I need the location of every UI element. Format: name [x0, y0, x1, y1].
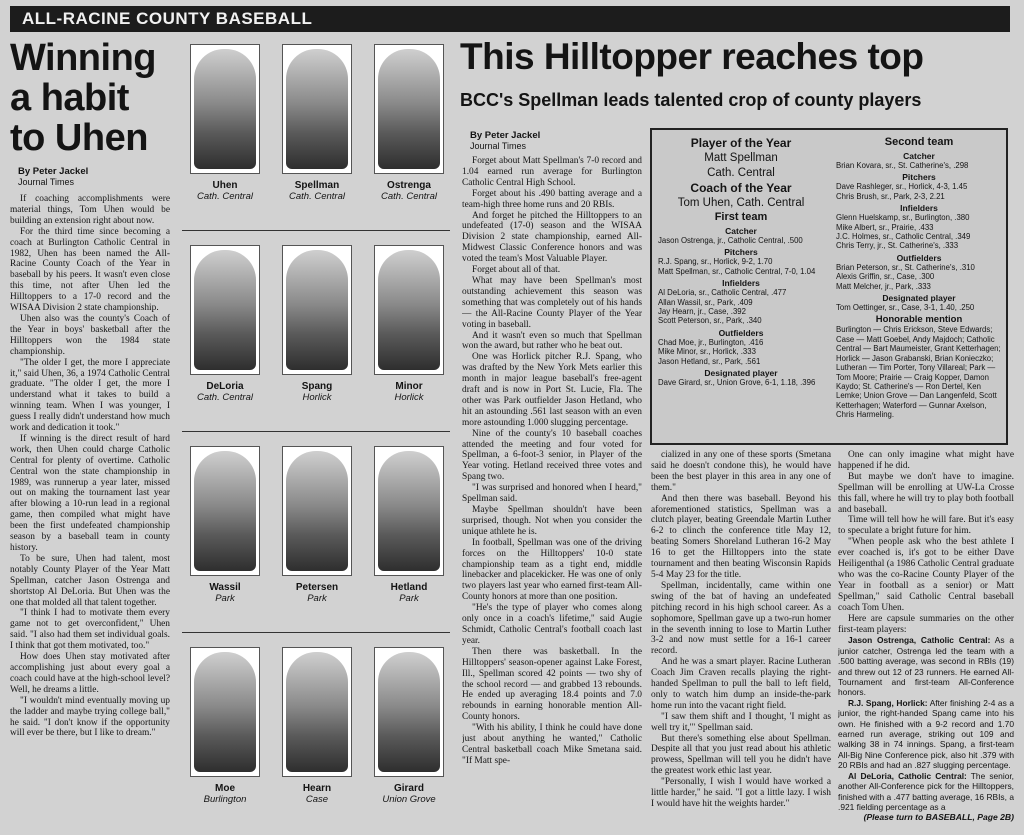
- player-photo-card: [272, 647, 362, 805]
- left-story-column: [10, 194, 170, 830]
- left-headline: Winning a habit to Uhen: [10, 37, 156, 159]
- player-photo-card: [180, 647, 270, 805]
- story-column-2: [651, 450, 831, 830]
- box-heading: First team: [714, 211, 768, 223]
- story-column-3: [838, 450, 1014, 830]
- box-heading: Outfielders: [718, 327, 764, 338]
- player-photo-card: [364, 44, 454, 202]
- player-team: Horlick: [302, 392, 332, 403]
- box-heading: Pitchers: [724, 247, 758, 258]
- player-photo-card: [364, 647, 454, 805]
- player-name: Petersen: [295, 582, 339, 593]
- player-name: Spellman: [294, 180, 340, 191]
- player-photo-card: [364, 245, 454, 403]
- player-photo: [190, 44, 260, 174]
- capsule-lead: Al DeLoria, Catholic Central:: [848, 770, 967, 781]
- story-paragraph: And forget he pitched the Hilltoppers to an undefeated (17-0) season and the WISAA Division 2 state championship, earned All-Midwest Classic Conference honors and was voted the team's Most Valuable Player.: [462, 210, 642, 265]
- team-entry: Alexis Griffin, sr., Case, .300: [836, 272, 935, 282]
- story-paragraph: cialized in any one of these sports (Smetana said he doesn't condone this), he would have been the best player in this area in any one of them.": [651, 450, 831, 493]
- team-entry: Dave Girard, sr., Union Grove, 6-1, 1.18, .396: [658, 378, 816, 388]
- player-photo-card: [272, 245, 362, 403]
- player-photo-card: [180, 245, 270, 403]
- team-entry: Jason Hetland, sr., Park, .561: [658, 356, 761, 366]
- player-name: Wassil: [209, 582, 241, 593]
- player-photo-card: [272, 446, 362, 604]
- capsule-paragraph: Jason Ostrenga, Catholic Central: As a junior catcher, Ostrenga led the team with a .500 batting average, was second in RBIs (19) and threw out 12 of 23 runners. He earned All-Tournament and first-team All-Conference honors.: [838, 635, 1014, 698]
- player-photo: [190, 245, 260, 375]
- team-entry: Chris Brush, sr., Park, 2-3, 2.21: [836, 191, 945, 201]
- story-paragraph: To be sure, Uhen had talent, most notably County Player of the Year Matt Spellman, catcher Jason Ostrenga and shortstop Al DeLoria. But Uhen was the one that molded all that talent together.: [10, 553, 170, 608]
- story-paragraph: "When people ask who the best athlete I ever coached is, it's got to be either Dave Heiligenthal (a 1986 Catholic Central graduate who was the co-Racine County Player of the Year in football as a senior) or Matt Spellman," said Catholic Central baseball coach Tom Uhen.: [838, 537, 1014, 613]
- player-photo-card: [180, 446, 270, 604]
- main-byline: By Peter Jackel Journal Times: [470, 130, 541, 151]
- team-entry: Mike Albert, sr., Prairie, .433: [836, 222, 934, 232]
- continued-line: (Please turn to BASEBALL, Page 2B): [863, 812, 1014, 823]
- player-team: Case: [305, 794, 329, 805]
- story-paragraph: Spellman, incidentally, came within one swing of the bat of having an undefeated pitching record in his high school career. As a sophomore, Spellman gave up a two-run homer in the seventh inning to lose to Martin Luther 3-2 and now must settle for a 16-1 career record.: [651, 580, 831, 657]
- player-team: Union Grove: [382, 794, 436, 805]
- story-paragraph: "I saw them shift and I thought, 'I might as well try it,'" Spellman said.: [651, 711, 831, 733]
- box-heading: Designated player: [704, 368, 778, 379]
- player-portrait-image: [194, 250, 256, 370]
- player-name: Spang: [301, 381, 333, 392]
- player-photo: [374, 245, 444, 375]
- story-paragraph: In football, Spellman was one of the driving forces on the Hilltoppers' 10-0 state championship team as a tight end, middle linebacker and placekicker. He was one of only two players last year who earned first-team All-County honors at more than one position.: [462, 537, 642, 603]
- team-entry: Mike Minor, sr., Horlick, .333: [658, 347, 756, 357]
- player-portrait-image: [286, 652, 348, 772]
- story-paragraph: But maybe we don't have to imagine. Spellman will be enrolling at UW-La Crosse this fall, where he will try to play both football and baseball.: [838, 471, 1014, 515]
- story-paragraph: "The older I get, the more I appreciate it," said Uhen, 36, a 1974 Catholic Central graduate. "The older I get, the more I understand what it takes to build a winning team. When I was younger, I guess I really didn't understand how much work and dedication it took.": [10, 357, 170, 434]
- player-name: Minor: [395, 381, 423, 392]
- team-entry: J.C. Holmes, sr., Catholic Central, .349: [836, 232, 971, 242]
- player-portrait-image: [378, 451, 440, 571]
- story-paragraph: "I wouldn't mind eventually moving up the ladder and maybe trying college ball," he said. "I don't know if the opportunity will ever be there, but I like to dream.": [10, 695, 170, 739]
- story-paragraph: And it wasn't even so much that Spellman won the award, but rather who he beat out.: [462, 330, 642, 352]
- second-team-list: [836, 136, 1002, 420]
- box-heading: Catcher: [725, 226, 757, 236]
- main-subhead: BCC's Spellman leads talented crop of county players: [460, 90, 922, 110]
- story-paragraph: Forget about his .490 batting average and a team-high three home runs and 20 RBIs.: [462, 188, 642, 210]
- capsule-lead: R.J. Spang, Horlick:: [848, 697, 928, 708]
- capsule-paragraph: R.J. Spang, Horlick: After finishing 2-4 as a junior, the right-handed Spang came into his own. He finished with a 9-2 record and 1.70 earned run average, striking out 109 and walking 38 in 74 innings. Spang, a first-team All-Big Nine Conference pick, also hit .379 with 20 RBIs and had an .827 slugging percentage.: [838, 697, 1014, 771]
- story-paragraph: "With his ability, I think he could have done just about anything he wanted," Catholic Central basketball coach Mike Smetana said. "If Matt spe-: [462, 723, 642, 766]
- box-heading: Honorable mention: [875, 314, 963, 326]
- story-paragraph: "I was surprised and honored when I heard," Spellman said.: [462, 483, 642, 505]
- player-photo: [282, 44, 352, 174]
- player-portrait-image: [194, 652, 256, 772]
- player-photo-grid: [180, 38, 450, 828]
- box-heading: Tom Uhen, Cath. Central: [677, 197, 805, 209]
- player-portrait-image: [286, 451, 348, 571]
- box-heading: Pitchers: [902, 172, 936, 183]
- player-photo: [190, 446, 260, 576]
- story-paragraph: For the third time since becoming a coach at Burlington Catholic Central in 1982, Uhen has been named the All-Racine County Coach of the Year in baseball by his peers. It wasn't even close this time, not after Uhen led the Hilltoppers to a 17-0 record and the WISAA Division 2 state championship.: [10, 226, 170, 314]
- player-photo: [282, 446, 352, 576]
- player-team: Park: [215, 593, 235, 604]
- player-name: DeLoria: [206, 381, 244, 392]
- main-headline: This Hilltopper reaches top: [460, 36, 924, 77]
- story-paragraph: If winning is the direct result of hard work, then Uhen could charge Catholic Central for plenty of overtime. Catholic Central won the state championship in 1989, was runnerup a year later, missed out on making the tournament last year after blowing a 10-run lead in a regional game, then compiled what might have been the first undefeated championship season by a baseball team in county history.: [10, 433, 170, 553]
- story-column-1: [462, 156, 642, 830]
- player-name: Hearn: [302, 783, 332, 794]
- story-paragraph: "I think I had to motivate them every game not to get overconfident," Uhen said. "I also had them set individual goals. I think that got them motivated, too.": [10, 608, 170, 652]
- player-name: Uhen: [212, 180, 238, 191]
- player-portrait-image: [286, 250, 348, 370]
- player-name: Girard: [393, 783, 424, 794]
- story-paragraph: Uhen also was the county's Coach of the Year in boys' basketball after the Hilltoppers won the 1984 state championship.: [10, 313, 170, 357]
- box-heading: Catcher: [903, 151, 935, 161]
- team-entry: Dave Rashleger, sr., Horlick, 4-3, 1.45: [836, 182, 968, 192]
- team-entry: Glenn Huelskamp, sr., Burlington, .380: [836, 213, 970, 223]
- box-heading: Outfielders: [896, 252, 942, 263]
- player-team: Park: [307, 593, 327, 604]
- team-entry: Tom Oettinger, sr., Case, 3-1, 1.40, .250: [836, 303, 975, 313]
- player-portrait-image: [194, 451, 256, 571]
- player-portrait-image: [194, 49, 256, 169]
- story-paragraph: Forget about Matt Spellman's 7-0 record and 1.04 earned run average for Burlington Catholic Central High School.: [462, 156, 642, 188]
- box-heading: Cath. Central: [707, 167, 775, 179]
- player-team: Cath. Central: [197, 392, 253, 403]
- capsule-paragraph: Al DeLoria, Catholic Central: The senior, another All-Conference pick for the Hilltoppers, finished with a .477 batting average, 16 RBIs, a .921 fielding percentage as a: [838, 770, 1014, 812]
- player-team: Cath. Central: [381, 191, 437, 202]
- story-paragraph: Time will tell how he will fare. But it's easy to speculate a bright future for him.: [838, 515, 1014, 537]
- player-name: Moe: [215, 783, 235, 794]
- story-paragraph: What may have been Spellman's most outstanding achievement this season was something that was completely out of his hands — the All-Racine County Player of the Year voting in baseball.: [462, 275, 642, 330]
- story-paragraph: And he was a smart player. Racine Lutheran Coach Jim Craven recalls playing the right-handed Spellman to pull the ball to left field, only to watch him dump an inside-the-park home run into the vacant right field.: [651, 657, 831, 711]
- box-heading: Player of the Year: [690, 136, 792, 150]
- player-photo: [282, 647, 352, 777]
- team-entry: Allan Wassil, sr., Park, .409: [658, 297, 753, 307]
- capsule-lead: Jason Ostrenga, Catholic Central:: [848, 635, 991, 646]
- player-photo-card: [272, 44, 362, 202]
- team-entry: Brian Kovara, sr., St. Catherine's, .298: [836, 161, 969, 170]
- photo-row-divider: [182, 230, 450, 231]
- player-photo: [374, 446, 444, 576]
- story-paragraph: How does Uhen stay motivated after accomplishing just about every goal a coach could have at the high-school level? Well, he dreams a little.: [10, 652, 170, 695]
- team-entry: R.J. Spang, sr., Horlick, 9-2, 1.70: [658, 257, 773, 267]
- team-entry: Al DeLoria, sr., Catholic Central, .477: [658, 288, 787, 298]
- story-paragraph: Forget about all of that.: [472, 265, 561, 276]
- player-team: Burlington: [203, 794, 247, 805]
- box-heading: Matt Spellman: [704, 152, 778, 164]
- story-paragraph: "He's the type of player who comes along only once in a coach's lifetime," said Augie Schmidt, Catholic Central's football coach last year.: [462, 603, 642, 646]
- player-team: Horlick: [394, 392, 424, 403]
- box-heading: Infielders: [722, 278, 760, 289]
- story-paragraph: One can only imagine what might have happened if he did.: [838, 450, 1014, 471]
- player-portrait-image: [286, 49, 348, 169]
- team-entry: Matt Melcher, jr., Park, .333: [836, 281, 931, 291]
- player-name: Hetland: [390, 582, 428, 593]
- team-entry: Chris Terry, jr., St. Catherine's, .333: [836, 241, 959, 251]
- story-paragraph: Here are capsule summaries on the other first-team players:: [838, 613, 1014, 635]
- team-entry: Jay Hearn, jr., Case, .392: [658, 307, 746, 317]
- player-name: Ostrenga: [387, 180, 431, 191]
- box-heading: Second team: [884, 136, 954, 148]
- story-paragraph: And then there was baseball. Beyond his aforementioned statistics, Spellman was a clutch player, beating Greendale Martin Luther 6-2 to clinch the conference title May 12, beating Somers Shoreland Lutheran 16-2 May 16 to get the Hilltoppers into the state tournament and then beating Wisconsin Rapids 5-4 May 23 for the title.: [651, 493, 831, 580]
- player-portrait-image: [378, 49, 440, 169]
- box-heading: Designated player: [882, 293, 956, 304]
- player-photo-card: [364, 446, 454, 604]
- box-heading: Infielders: [900, 203, 938, 214]
- team-entry: Chad Moe, jr., Burlington, .416: [658, 337, 764, 347]
- player-photo: [190, 647, 260, 777]
- photo-row-divider: [182, 431, 450, 432]
- story-paragraph: "Personally, I wish I would have worked a little harder," he said. "I got a little lazy. I wish I would have hit the weights harder.": [651, 777, 831, 809]
- player-photo: [282, 245, 352, 375]
- all-county-team-box: [650, 128, 1008, 445]
- photo-row-divider: [182, 632, 450, 633]
- section-banner: ALL-RACINE COUNTY BASEBALL: [10, 6, 1010, 32]
- player-portrait-image: [378, 652, 440, 772]
- player-team: Cath. Central: [197, 191, 253, 202]
- story-paragraph: Maybe Spellman shouldn't have been surprised, though. Not when you consider the unique athlete he is.: [462, 505, 642, 537]
- story-paragraph: One was Horlick pitcher R.J. Spang, who was drafted by the New York Mets earlier this month in major league baseball's free-agent draft and is now in Port St. Lucie, Fla. The other was Park outfielder Jason Hetland, who hit an astounding .561 last season with an even more astounding 1.000 slugging percentage.: [462, 352, 642, 428]
- player-portrait-image: [378, 250, 440, 370]
- team-entry: Matt Spellman, sr., Catholic Central, 7-0, 1.04: [658, 266, 816, 276]
- story-paragraph: Then there was basketball. In the Hilltoppers' season-opener against Lake Forest, Ill., Spellman scored 42 points — two shy of the school record — and grabbed 13 rebounds. He ended up averaging 18.4 points and 7.0 rebounds in earning honorable mention All-County honors.: [462, 646, 642, 723]
- story-paragraph: But there's something else about Spellman. Despite all that you just read about his athletic prowess, Spellman will tell you he didn't have the greatest work ethic last year.: [651, 733, 831, 777]
- team-entry: Jason Ostrenga, jr., Catholic Central, .500: [658, 236, 803, 245]
- story-paragraph: If coaching accomplishments were material things, Tom Uhen would be building an extension right about now.: [10, 194, 170, 226]
- left-byline: By Peter Jackel Journal Times: [18, 166, 89, 187]
- player-team: Cath. Central: [289, 191, 345, 202]
- player-team: Park: [399, 593, 419, 604]
- first-team-list: [658, 136, 824, 387]
- player-photo: [374, 44, 444, 174]
- team-entry: Burlington — Chris Erickson, Steve Edwards; Case — Matt Goebel, Andy Majdoch; Catholic Central — Bart Maumeister, Grant Ketterhagen; Horlick — Jason Grabanski, Brian Konieczko; Lutheran — Tim Porter, Tony Villareal; Park — Tom Moore; Prairie — Craig Kopper, Damon Kaydo; St. Catherine's — Ron Dertel, Ken Lemke; Union Grove — Dan Langenfeld, Scott Ketterhagen; Waterford — Gunnar Axelson, Chris Harmeling.: [836, 325, 1001, 420]
- team-entry: Brian Peterson, sr., St. Catherine's, .310: [836, 262, 975, 272]
- team-entry: Scott Peterson, sr., Park, .340: [658, 316, 762, 326]
- player-photo: [374, 647, 444, 777]
- story-paragraph: Nine of the county's 10 baseball coaches attended the meeting and four voted for Spellman, a 6-foot-3 senior, in Player of the Year voting. Hetland received three votes and Spang two.: [462, 428, 642, 483]
- box-heading: Coach of the Year: [690, 181, 792, 195]
- player-photo-card: [180, 44, 270, 202]
